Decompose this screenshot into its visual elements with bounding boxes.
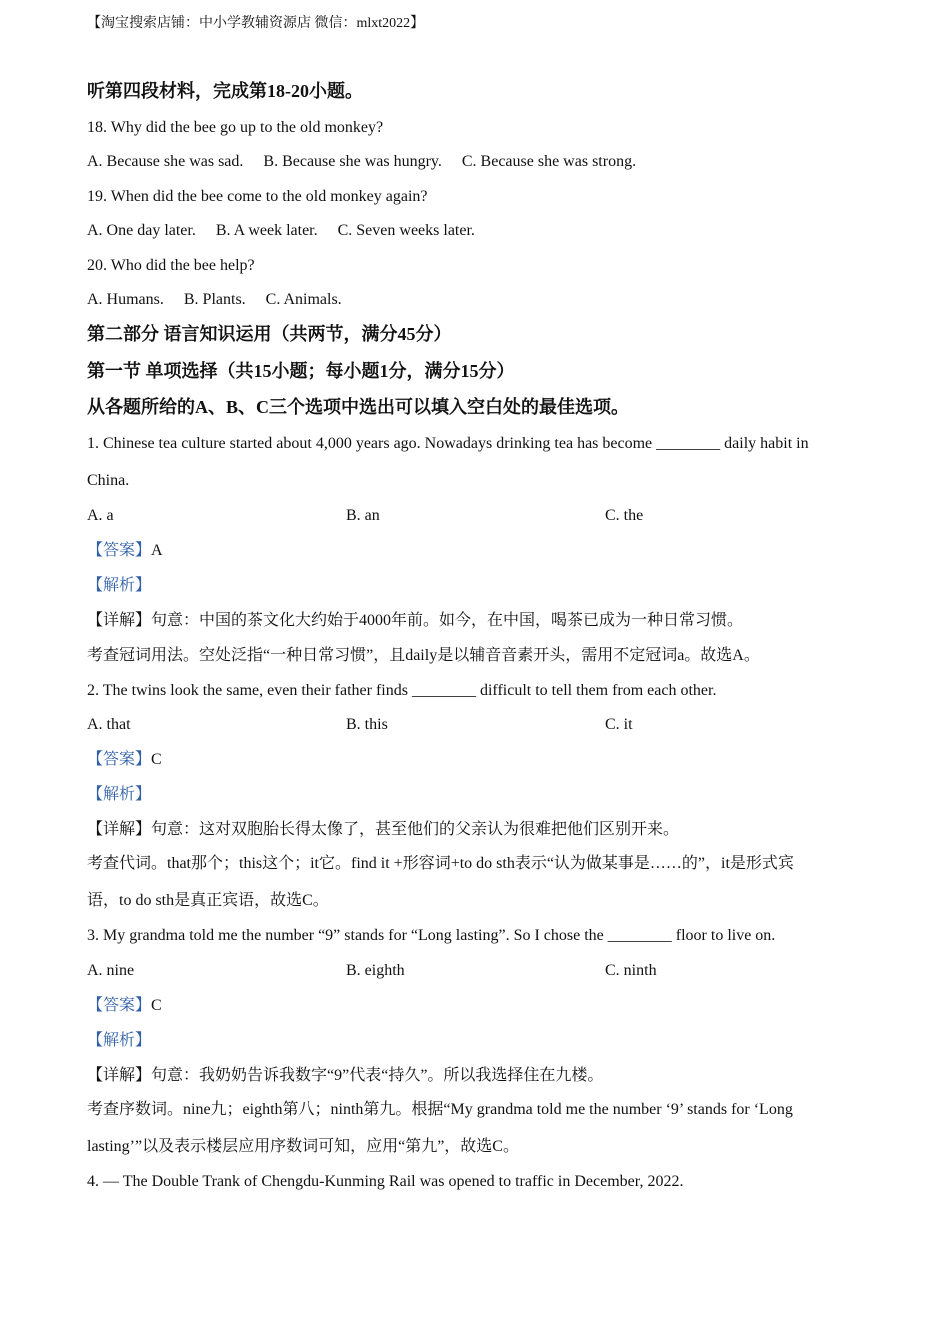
detail-2 (87, 820, 679, 840)
option-a: A. that (87, 716, 131, 733)
option-c: C. it (605, 716, 633, 733)
detail-tag: 【详解】 (87, 1067, 152, 1084)
answer-value: A (151, 542, 163, 559)
answer-tag: 【答案】 (87, 542, 152, 559)
question-18: 18. Why did the bee go up to the old monkey? (87, 119, 384, 136)
option-c: C. ninth (605, 962, 657, 979)
explain-3-line1: 考查序数词。nine九；eighth第八；ninth第九。根据“My grandma told me the number ‘9’ stands for ‘Long (87, 1101, 793, 1118)
answer-3 (87, 996, 162, 1016)
instructions: 从各题所给的A、B、C三个选项中选出可以填入空白处的最佳选项。 (87, 397, 630, 417)
option-b: B. this (346, 716, 388, 733)
part2-title: 第二部分 语言知识运用（共两节，满分45分） (87, 324, 452, 344)
question-19-options: A. One day later. B. A week later. C. Seven weeks later. (87, 222, 475, 239)
answer-value: C (151, 997, 162, 1014)
analysis-tag-2: 【解析】 (87, 786, 152, 803)
answer-tag: 【答案】 (87, 751, 152, 768)
option-a: A. nine (87, 962, 135, 979)
detail-tag: 【详解】 (87, 821, 152, 838)
explain-1: 考查冠词用法。空处泛指“一种日常习惯”，且daily是以辅音音素开头，需用不定冠词a。故选A。 (87, 647, 760, 664)
question-20-options: A. Humans. B. Plants. C. Animals. (87, 291, 342, 308)
question-1-line1: 1. Chinese tea culture started about 4,000 years ago. Nowadays drinking tea has become ________ daily habit in (87, 435, 809, 452)
option-c: C. the (605, 507, 644, 524)
detail-1 (87, 611, 743, 631)
option-b: B. an (346, 507, 380, 524)
analysis-tag-1: 【解析】 (87, 577, 152, 594)
option-a: A. a (87, 507, 114, 524)
option-b: B. eighth (346, 962, 405, 979)
answer-1 (87, 541, 163, 561)
answer-tag: 【答案】 (87, 997, 152, 1014)
question-18-options: A. Because she was sad. B. Because she was hungry. C. Because she was strong. (87, 153, 637, 170)
question-3-line1: 3. My grandma told me the number “9” stands for “Long lasting”. So I chose the ________ floor to live on. (87, 927, 776, 944)
section4-title: 听第四段材料，完成第18-20小题。 (87, 81, 363, 101)
explain-2-line2: 语，to do sth是真正宾语，故选C。 (87, 892, 329, 909)
detail-text: 句意：这对双胞胎长得太像了，甚至他们的父亲认为很难把他们区别开来。 (151, 821, 680, 838)
section1-title: 第一节 单项选择（共15小题；每小题1分，满分15分） (87, 361, 515, 381)
question-4-line1: 4. — The Double Trank of Chengdu-Kunming Rail was opened to traffic in December, 2022. (87, 1173, 684, 1190)
question-1-line2: China. (87, 472, 130, 489)
question-19: 19. When did the bee come to the old monkey again? (87, 188, 428, 205)
detail-text: 句意：我奶奶告诉我数字“9”代表“持久”。所以我选择住在九楼。 (151, 1067, 604, 1084)
answer-value: C (151, 751, 162, 768)
explain-3-line2: lasting’”以及表示楼层应用序数词可知，应用“第九”，故选C。 (87, 1138, 519, 1155)
question-2-line1: 2. The twins look the same, even their father finds ________ difficult to tell them from each other. (87, 682, 717, 699)
page-header: 【淘宝搜索店铺：中小学教辅资源店 微信：mlxt2022】 (87, 16, 425, 31)
answer-2 (87, 750, 162, 770)
question-20: 20. Who did the bee help? (87, 257, 255, 274)
detail-tag: 【详解】 (87, 612, 152, 629)
detail-text: 句意：中国的茶文化大约始于4000年前。如今，在中国，喝茶已成为一种日常习惯。 (151, 612, 744, 629)
analysis-tag-3: 【解析】 (87, 1032, 152, 1049)
explain-2-line1: 考查代词。that那个；this这个；it它。find it +形容词+to do sth表示“认为做某事是……的”，it是形式宾 (87, 855, 794, 872)
detail-3 (87, 1066, 603, 1086)
